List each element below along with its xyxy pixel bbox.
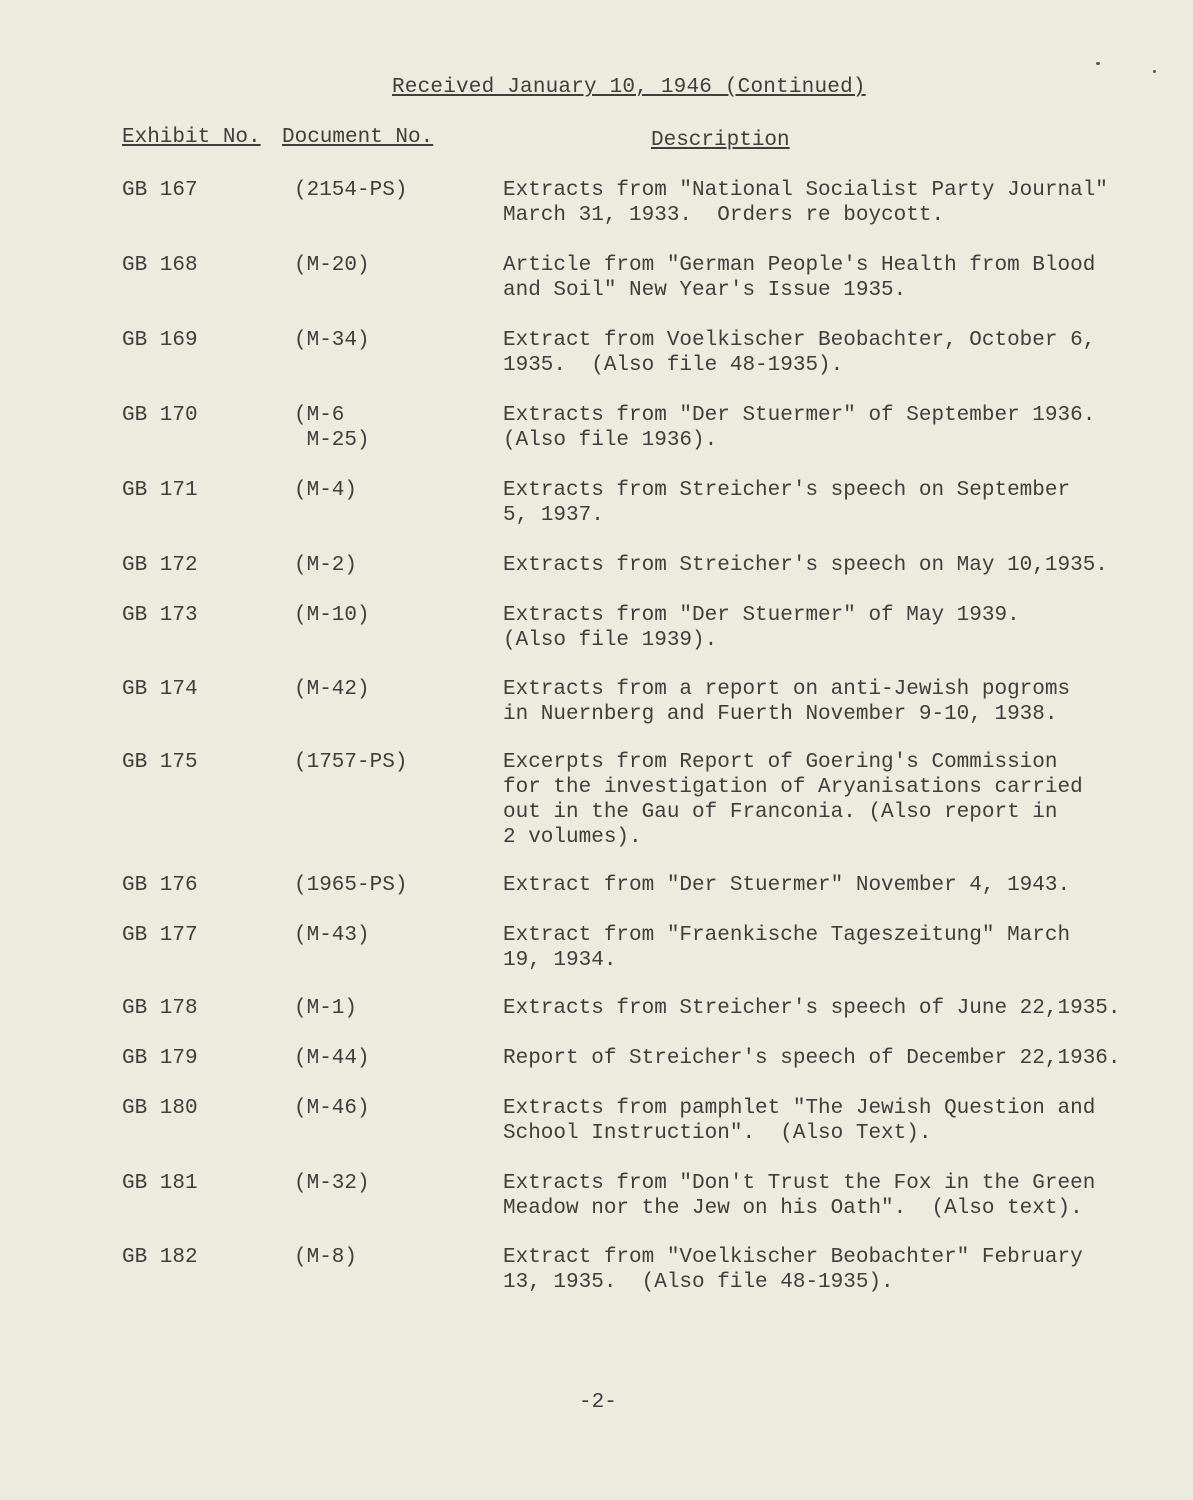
document-no: (M-44): [294, 1047, 370, 1070]
document-no: (M-46): [294, 1097, 370, 1120]
description: Extracts from "Don't Trust the Fox in the Green Meadow nor the Jew on his Oath". (Also text).: [503, 1172, 1096, 1220]
header-exhibit-no: Exhibit No.: [122, 126, 261, 149]
exhibit-no: GB 167: [122, 179, 198, 202]
description: Extracts from "Der Stuermer" of September 1936. (Also file 1936).: [503, 404, 1096, 452]
exhibit-no: GB 174: [122, 678, 198, 701]
document-no: (1965-PS): [294, 874, 408, 897]
description: Extracts from "National Socialist Party Journal" March 31, 1933. Orders re boycott.: [503, 179, 1108, 227]
document-no: (M-10): [294, 604, 370, 627]
exhibit-no: GB 168: [122, 254, 198, 277]
header-description: Description: [651, 129, 790, 152]
description: Extracts from Streicher's speech on May 10,1935.: [503, 554, 1108, 577]
document-no: (M-43): [294, 924, 370, 947]
document-no: (M-34): [294, 329, 370, 352]
description: Extracts from Streicher's speech on September 5, 1937.: [503, 479, 1071, 527]
description: Excerpts from Report of Goering's Commission for the investigation of Aryanisations carried out in the Gau of Franconia. (Also report in 2 volumes).: [503, 751, 1083, 849]
document-no: (M-1): [294, 997, 358, 1020]
description: Article from "German People's Health from Blood and Soil" New Year's Issue 1935.: [503, 254, 1096, 302]
description: Extract from "Der Stuermer" November 4, 1943.: [503, 874, 1071, 897]
exhibit-no: GB 178: [122, 997, 198, 1020]
description: Extract from "Voelkischer Beobachter" February 13, 1935. (Also file 48-1935).: [503, 1246, 1083, 1294]
description: Extracts from Streicher's speech of June 22,1935.: [503, 997, 1121, 1020]
exhibit-no: GB 180: [122, 1097, 198, 1120]
description: Extracts from "Der Stuermer" of May 1939. (Also file 1939).: [503, 604, 1020, 652]
document-no: (1757-PS): [294, 751, 408, 774]
exhibit-no: GB 175: [122, 751, 198, 774]
document-no: (M-6 M-25): [294, 404, 370, 452]
document-no: (M-20): [294, 254, 370, 277]
document-no: (2154-PS): [294, 179, 408, 202]
paper-speck: [1153, 70, 1156, 73]
document-no: (M-32): [294, 1172, 370, 1195]
description: Extract from "Fraenkische Tageszeitung" March 19, 1934.: [503, 924, 1071, 972]
exhibit-no: GB 173: [122, 604, 198, 627]
description: Extract from Voelkischer Beobachter, October 6, 1935. (Also file 48-1935).: [503, 329, 1096, 377]
document-no: (M-4): [294, 479, 358, 502]
exhibit-no: GB 177: [122, 924, 198, 947]
exhibit-no: GB 169: [122, 329, 198, 352]
exhibit-no: GB 182: [122, 1246, 198, 1269]
paper-speck: [1096, 62, 1100, 65]
document-no: (M-2): [294, 554, 358, 577]
exhibit-no: GB 171: [122, 479, 198, 502]
header-document-no: Document No.: [282, 126, 434, 149]
description: Report of Streicher's speech of December 22,1936.: [503, 1047, 1121, 1070]
document-no: (M-8): [294, 1246, 358, 1269]
document-no: (M-42): [294, 678, 370, 701]
page-number: -2-: [579, 1391, 617, 1414]
description: Extracts from a report on anti-Jewish pogroms in Nuernberg and Fuerth November 9-10, 1938.: [503, 678, 1071, 726]
exhibit-no: GB 181: [122, 1172, 198, 1195]
exhibit-no: GB 179: [122, 1047, 198, 1070]
description: Extracts from pamphlet "The Jewish Question and School Instruction". (Also Text).: [503, 1097, 1096, 1145]
page-title: Received January 10, 1946 (Continued): [392, 76, 866, 99]
exhibit-no: GB 172: [122, 554, 198, 577]
exhibit-no: GB 176: [122, 874, 198, 897]
exhibit-no: GB 170: [122, 404, 198, 427]
